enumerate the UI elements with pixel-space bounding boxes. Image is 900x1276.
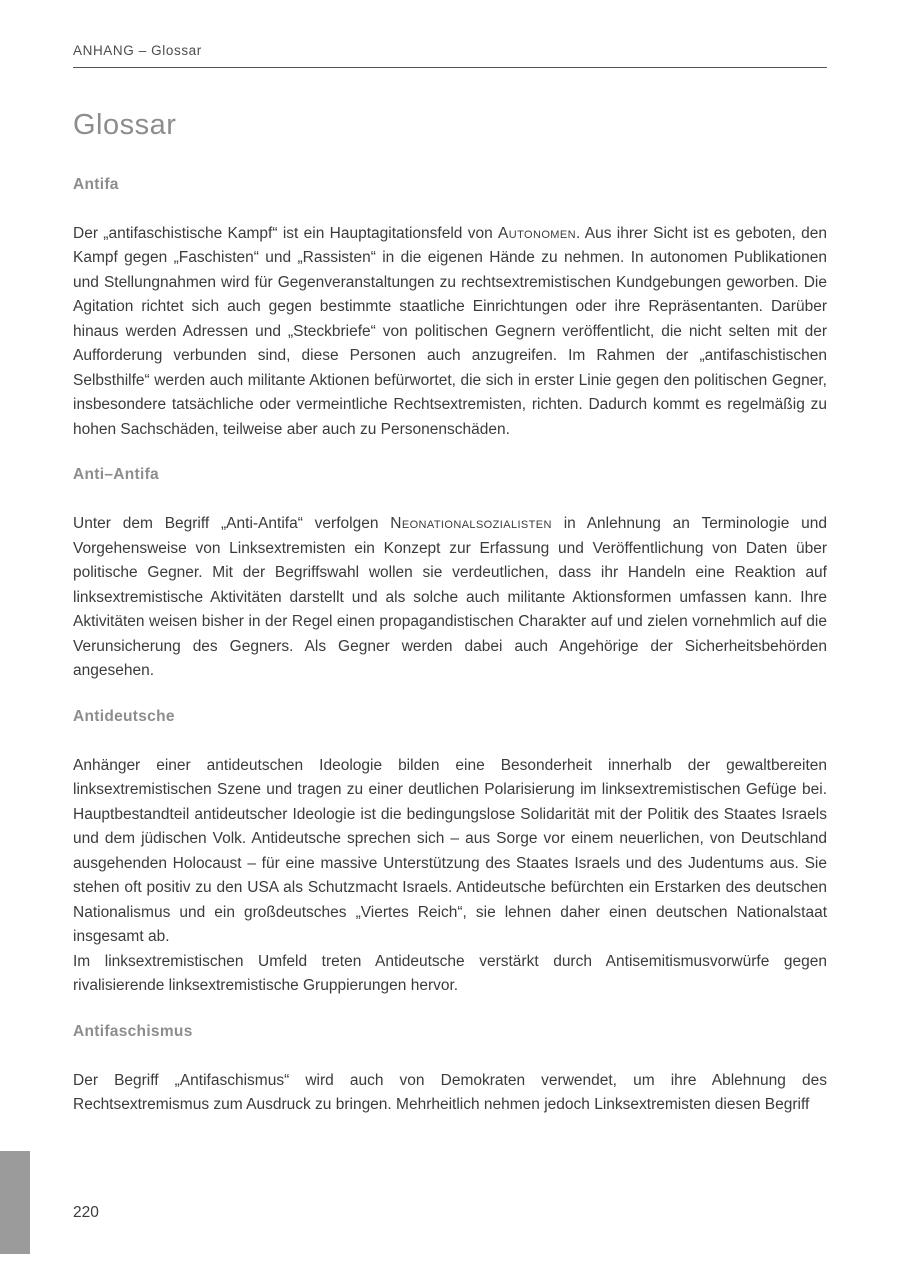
page-title: Glossar <box>73 109 177 141</box>
glossary-cross-reference: Autonomen <box>498 224 576 242</box>
text-segment: . Aus ihrer Sicht ist es geboten, den Kampf gegen „Faschisten“ und „Rassisten“ in die eigenen Hände zu nehmen. In autonomen Publikationen und Stellungnahmen wird für Gegenveranstaltungen zu rechtsextremistischen Kundgebungen geworben. Die Agitation richtet sich auch gegen bestimmte staatliche Einrichtungen oder ihre Repräsentanten. Darüber hinaus werden Adressen und „Steckbriefe“ von politischen Gegnern veröffentlicht, die nicht selten mit der Aufforderung verbunden sind, diese Personen auch anzugreifen. Im Rahmen der „antifaschistischen Selbsthilfe“ werden auch militante Aktionen befürwortet, die sich in erster Linie gegen den politischen Gegner, insbesondere tatsächliche oder vermeintliche Rechtsextremisten, richten. Dadurch kommt es regelmäßig zu hohen Sachschäden, teilweise aber auch zu Personenschäden. <box>73 224 827 438</box>
glossary-section-antifa <box>73 176 827 443</box>
section-heading: Antifa <box>73 175 119 193</box>
bleed-tab <box>0 1151 30 1254</box>
paragraph <box>73 754 827 950</box>
running-header <box>73 43 827 68</box>
glossary-content <box>73 110 827 1142</box>
page-number: 220 <box>73 1204 99 1221</box>
text-segment: Anhänger einer antideutschen Ideologie bilden eine Besonderheit innerhalb der gewaltbereiten linksextremistischen Szene und tragen zu einer deutlichen Polarisierung im linksextremistischen Gefüge bei. Hauptbestandteil antideutscher Ideologie ist die bedingungslose Solidarität mit der Politik des Staates Israels und dem jüdischen Volk. Antideutsche sprechen sich – aus Sorge vor einem neuerlichen, von Deutschland ausgehenden Holocaust – für eine massive Unterstützung des Staates Israels und des Judentums aus. Sie stehen oft positiv zu den USA als Schutzmacht Israels. Antideutsche befürchten ein Erstarken des deutschen Nationalismus und ein großdeutsches „Viertes Reich“, sie lehnen daher einen deutschen Nationalstaat insgesamt ab. <box>73 756 827 946</box>
section-heading: Antifaschismus <box>73 1022 193 1040</box>
paragraph <box>73 1069 827 1118</box>
glossary-cross-reference: Neonationalsozialisten <box>390 515 552 533</box>
text-segment: Unter dem Begriff „Anti-Antifa“ verfolgen <box>73 515 391 533</box>
glossary-section-antideutsche <box>73 708 827 999</box>
running-header-text: ANHANG – Glossar <box>73 43 202 58</box>
glossary-section-anti-antifa <box>73 466 827 684</box>
paragraph <box>73 512 827 684</box>
text-segment: in Anlehnung an Terminologie und Vorgehensweise von Linksextremisten ein Konzept zur Erfassung und Veröffentlichung von Daten über politische Gegner. Mit der Begriffswahl wollen sie verdeutlichen, dass ihr Handeln eine Reaktion auf linksextremistische Aktivitäten darstellt und als solche auch militante Aktionsformen umfassen kann. Ihre Aktivitäten weisen bisher in der Regel einen propagandistischen Charakter auf und zielen vornehmlich auf die Verunsicherung des Gegners. Als Gegner werden dabei auch Angehörige der Sicherheitsbehörden angesehen. <box>73 515 827 680</box>
text-segment: Der Begriff „Antifaschismus“ wird auch von Demokraten verwendet, um ihre Ablehnung des Rechtsextremismus zum Ausdruck zu bringen. Mehrheitlich nehmen jedoch Linksextremisten diesen Begriff <box>73 1071 827 1114</box>
glossary-section-antifaschismus <box>73 1023 827 1118</box>
section-heading: Anti–Antifa <box>73 466 159 484</box>
paragraph <box>73 950 827 999</box>
section-heading: Antideutsche <box>73 707 175 725</box>
text-segment: Im linksextremistischen Umfeld treten Antideutsche verstärkt durch Antisemitismusvorwürfe gegen rivalisierende linksextremistische Gruppierungen hervor. <box>73 952 827 995</box>
text-segment: Der „antifaschistische Kampf“ ist ein Hauptagitationsfeld von <box>73 224 499 242</box>
paragraph <box>73 222 827 443</box>
